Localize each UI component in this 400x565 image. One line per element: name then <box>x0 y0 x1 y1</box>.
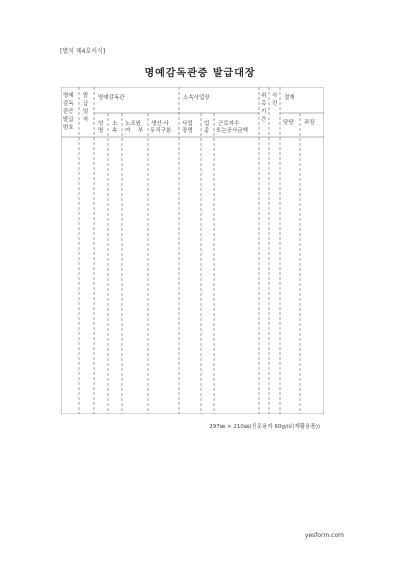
paper-spec-footnote: 297㎜ × 210㎜(신문용지 60g/㎡(재활용품)) <box>209 424 320 430</box>
register-table <box>61 87 324 414</box>
approval-label: 결재 <box>284 95 295 101</box>
photo-label: 사 진 <box>272 93 278 107</box>
form-id: [별지 제4호서식] <box>60 48 106 55</box>
business-name-label: 사업 장명 <box>182 121 193 134</box>
issue-date-label: 발 급 일 자 <box>83 93 89 123</box>
page-title: 명예감독관증 발급대장 <box>144 68 256 79</box>
name-label: 성 명 <box>98 121 104 134</box>
workers-label: 근로자수 또는공사금액 <box>216 121 248 134</box>
union-officer-label: 노조원 여 부 <box>125 121 144 134</box>
grid-lines <box>61 87 324 414</box>
approval-manager-label: 과장 <box>304 120 315 126</box>
issue-no-label: 명예 감독 관증 발급 번호 <box>63 93 74 131</box>
production-type-label: 생산·사 무직구분 <box>150 121 172 134</box>
industry-label: 업 종 <box>204 121 210 134</box>
approval-staff-label: 담당 <box>283 120 294 126</box>
affiliation-label: 소 속 <box>112 121 118 134</box>
register-grid <box>61 87 324 414</box>
inspector-label: 명예감독관 <box>98 95 125 101</box>
term-label: 위 촉 기 간 <box>261 93 267 123</box>
site-watermark: yesform.com <box>304 532 344 539</box>
workplace-label: 소속사업장 <box>183 95 210 101</box>
